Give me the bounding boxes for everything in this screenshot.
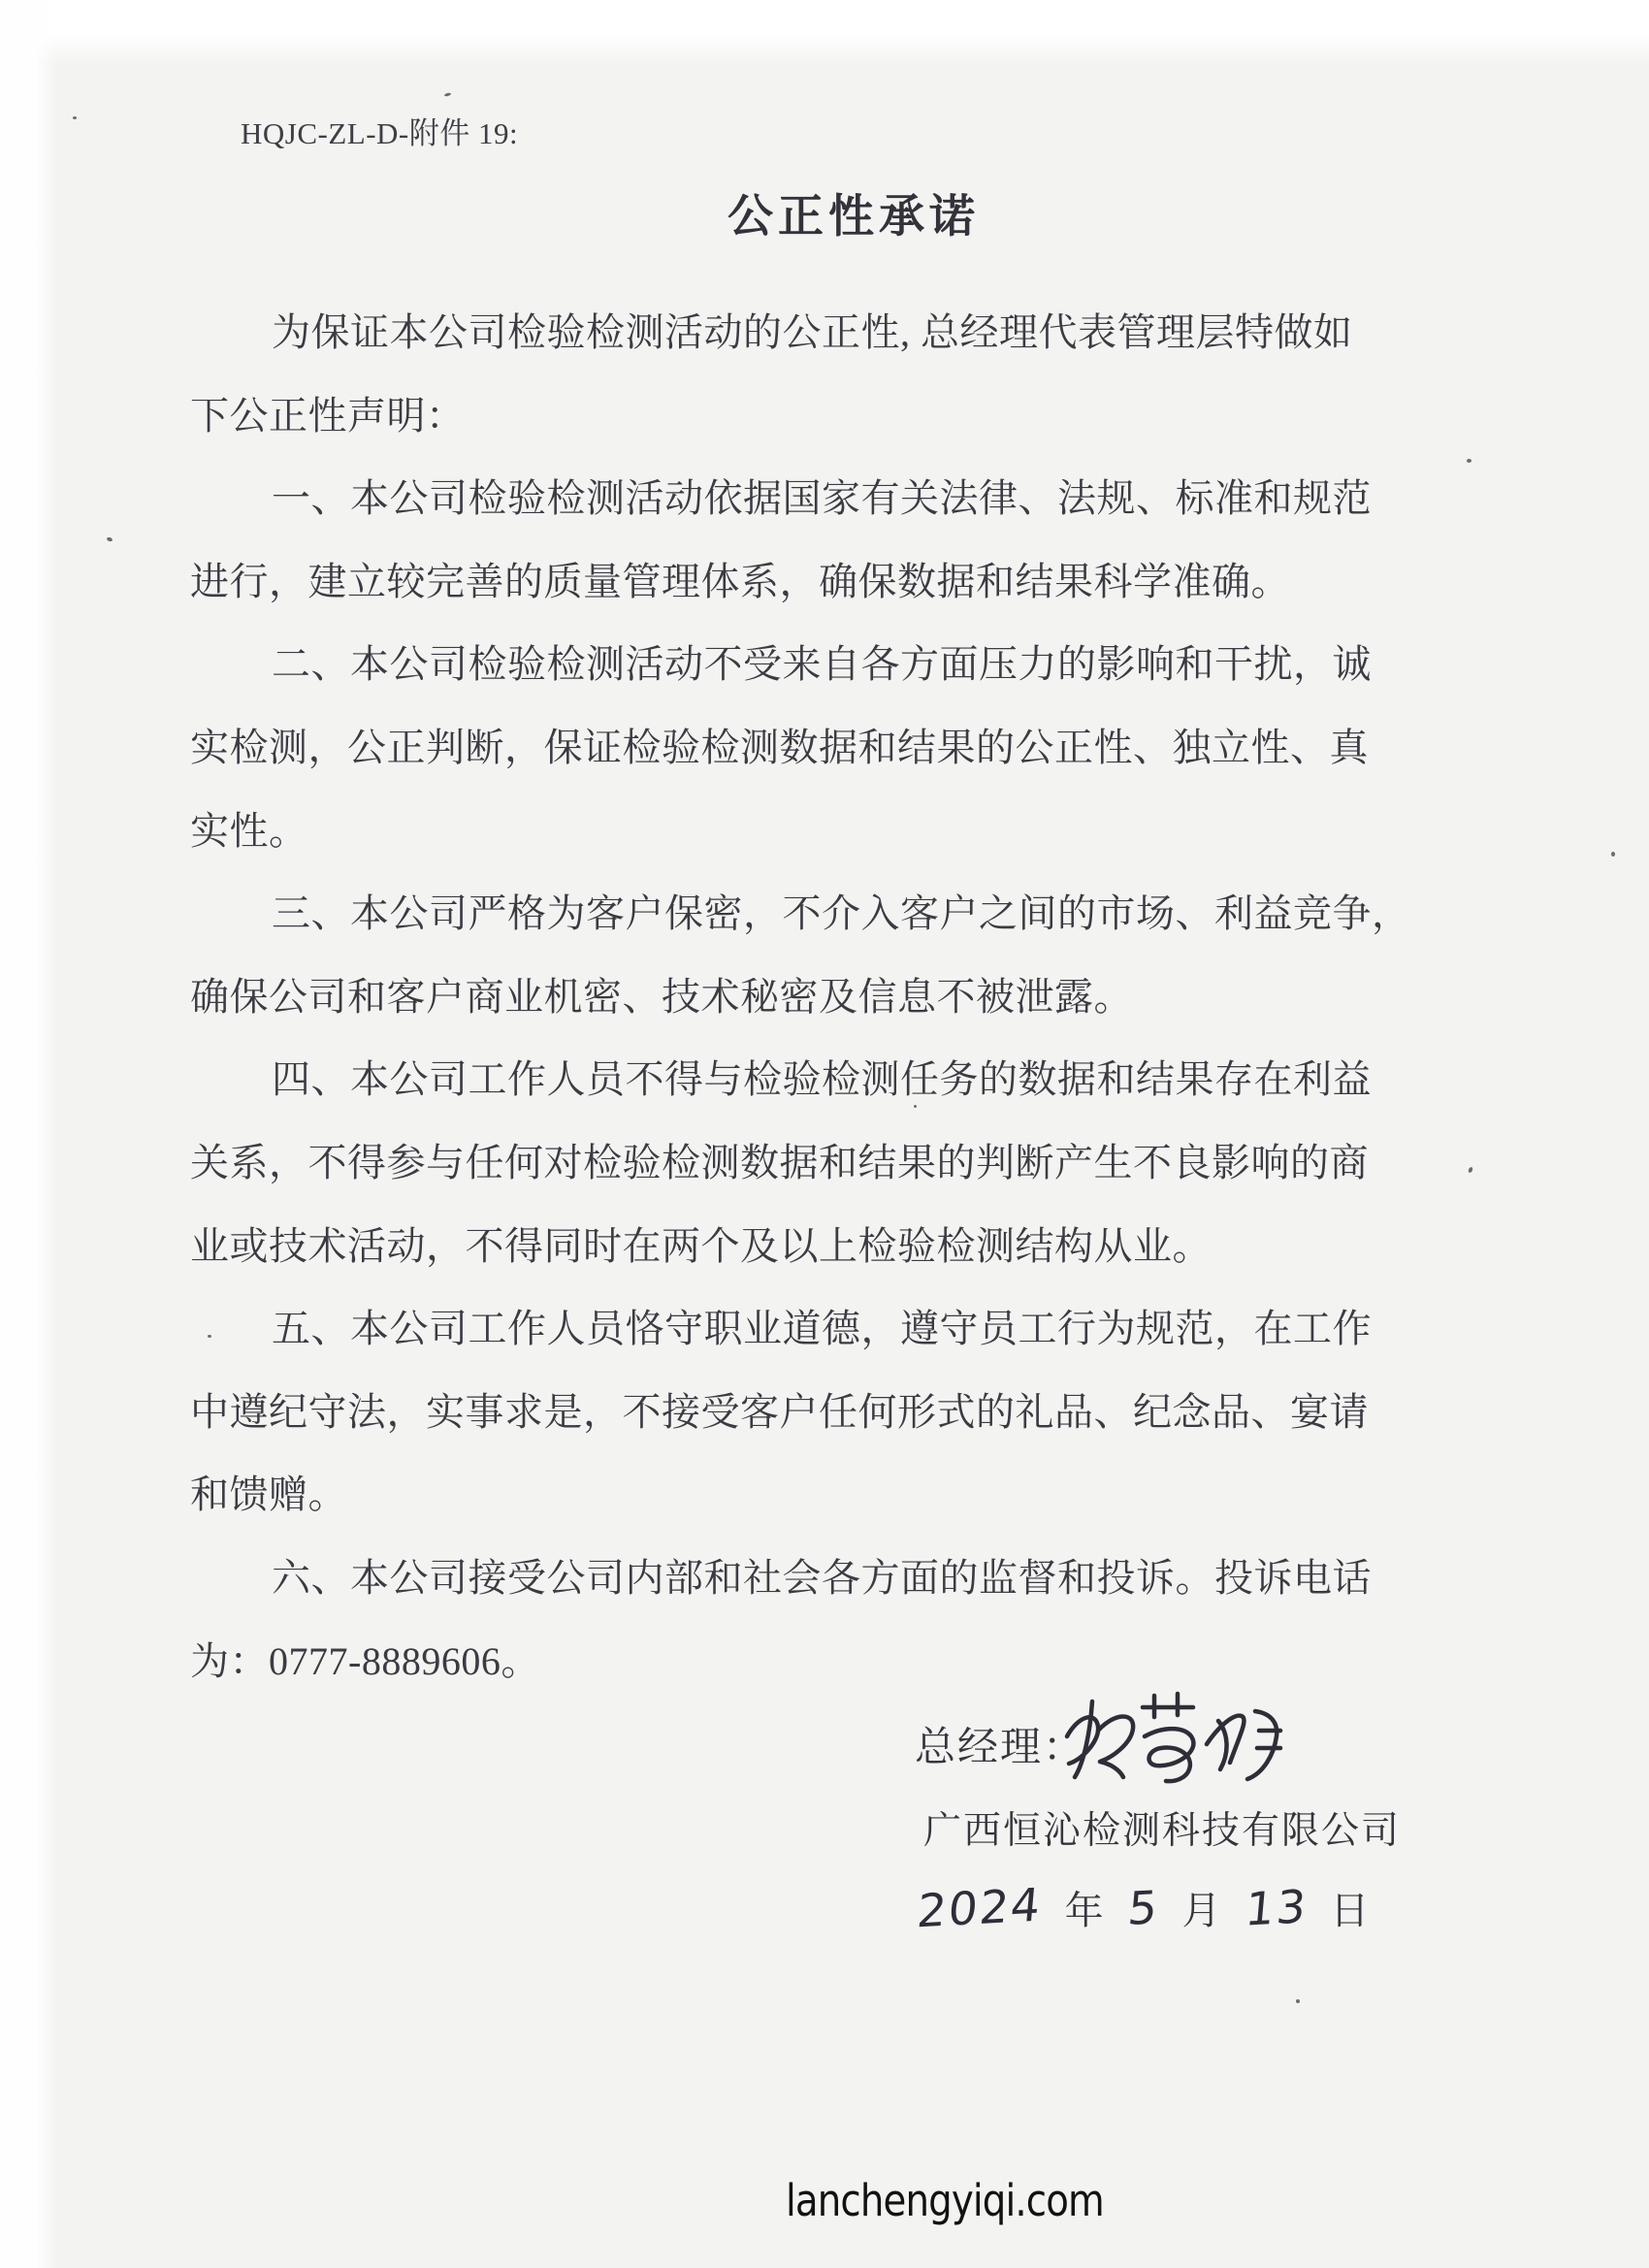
body-line: 实检测，公正判断，保证检验检测数据和结果的公正性、独立性、真 [190,725,1369,769]
scan-edge-left [0,0,58,2268]
date-day-label: 日 [1330,1889,1371,1932]
body-line: 一、本公司检验检测活动依据国家有关法律、法规、标准和规范 [272,476,1372,521]
scan-speckle [1296,1999,1300,2003]
scan-speckle [1611,852,1615,857]
watermark-url: lanchengyiqi.com [786,2175,1104,2226]
date-month-handwritten: 5 [1125,1881,1162,1936]
scan-edge-top [0,0,1649,64]
scan-speckle [208,1335,211,1338]
body-line: 进行，建立较完善的质量管理体系，确保数据和结果科学准确。 [190,559,1290,603]
handwritten-signature [1046,1661,1308,1816]
general-manager-label: 总经理： [915,1726,1086,1770]
body-line: 业或技术活动，不得同时在两个及以上检验检测结构从业。 [190,1223,1212,1268]
body-line: 下公正性声明： [190,393,466,437]
date-year-label: 年 [1064,1889,1105,1932]
page-title: 公正性承诺 [728,192,980,243]
body-line: 五、本公司工作人员恪守职业道德，遵守员工行为规范，在工作 [272,1307,1372,1351]
body-line: 四、本公司工作人员不得与检验检测任务的数据和结果存在利益 [272,1057,1372,1102]
body-line: 和馈赠。 [190,1473,347,1517]
body-line: 为：0777-8889606。 [190,1638,540,1683]
body-line: 为保证本公司检验检测活动的公正性, 总经理代表管理层特做如 [272,310,1353,354]
document-body [190,291,1509,1702]
scan-speckle [914,1105,917,1108]
date-day-handwritten: 13 [1242,1880,1310,1937]
body-line: 确保公司和客户商业机密、技术秘密及信息不被泄露。 [190,974,1133,1019]
body-line: 关系，不得参与任何对检验检测数据和结果的判断产生不良影响的商 [190,1140,1369,1184]
scan-speckle [106,536,113,542]
body-line: 二、本公司检验检测活动不受来自各方面压力的影响和干扰，诚 [272,642,1372,687]
body-line: 实性。 [190,808,308,853]
scan-speckle [444,92,452,97]
document-code: HQJC-ZL-D-附件 19: [241,116,519,150]
date-year-handwritten: 2024 [915,1878,1045,1939]
date-month-label: 月 [1181,1889,1222,1932]
body-line: 六、本公司接受公司内部和社会各方面的监督和投诉。投诉电话 [272,1555,1372,1600]
body-line: 三、本公司严格为客户保密，不介入客户之间的市场、利益竞争， [272,891,1411,936]
body-line: 中遵纪守法，实事求是，不接受客户任何形式的礼品、纪念品、宴请 [190,1389,1369,1434]
signature-date [910,1878,1375,1939]
company-name: 广西恒沁检测科技有限公司 [923,1810,1402,1852]
scan-speckle [73,116,77,119]
scan-speckle [1467,459,1471,463]
